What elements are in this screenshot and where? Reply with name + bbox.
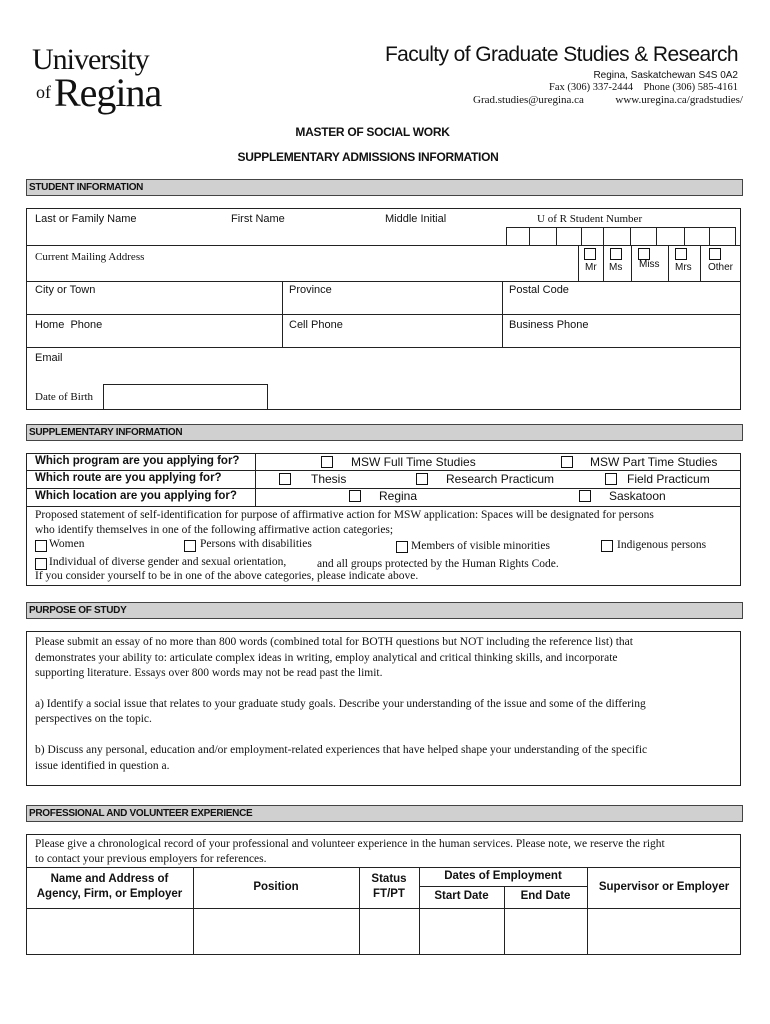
- section-professional-experience: PROFESSIONAL AND VOLUNTEER EXPERIENCE: [26, 805, 743, 822]
- affirmative-statement-line2: who identify themselves in one of the following affirmative action categories;: [35, 524, 394, 536]
- human-rights-note: and all groups protected by the Human Rights Code.: [317, 558, 559, 570]
- faculty-website: www.uregina.ca/gradstudies/: [615, 94, 743, 106]
- disabilities-checkbox[interactable]: [184, 540, 196, 552]
- field-practicum-label: Field Practicum: [627, 472, 710, 486]
- title-miss-label: Miss: [639, 259, 660, 270]
- first-name-label: First Name: [231, 213, 285, 225]
- saskatoon-label: Saskatoon: [609, 489, 666, 503]
- purpose-intro-line1: Please submit an essay of no more than 800 words (combined total for BOTH questions but NOT including the reference list) that: [35, 636, 633, 648]
- saskatoon-checkbox[interactable]: [579, 490, 591, 502]
- purpose-intro-line2: demonstrates your ability to: articulate complex ideas in writing, employ analytical and critical thinking skills, and incorporate: [35, 652, 618, 664]
- purpose-question-a-line1: a) Identify a social issue that relates to your graduate study goals. Describe your understanding of the issue and some of the differing: [35, 698, 646, 710]
- postal-code-label: Postal Code: [509, 284, 569, 296]
- minorities-label: Members of visible minorities: [411, 540, 550, 552]
- research-practicum-checkbox[interactable]: [416, 473, 428, 485]
- form-subtitle: SUPPLEMENTARY ADMISSIONS INFORMATION: [237, 150, 499, 164]
- faculty-email: Grad.studies@uregina.ca: [473, 94, 584, 106]
- title-mrs-label: Mrs: [675, 262, 692, 273]
- part-time-checkbox[interactable]: [561, 456, 573, 468]
- question-location: Which location are you applying for?: [35, 490, 237, 502]
- indigenous-checkbox[interactable]: [601, 540, 613, 552]
- purpose-intro-line3: supporting literature. Essays over 800 words may not be read past the limit.: [35, 667, 383, 679]
- full-time-label: MSW Full Time Studies: [351, 455, 476, 469]
- experience-row-end-cell[interactable]: [505, 909, 587, 954]
- experience-row-supervisor-cell[interactable]: [588, 909, 740, 954]
- experience-row-position-cell[interactable]: [194, 909, 359, 954]
- faculty-address: Regina, Saskatchewan S4S 0A2: [593, 70, 738, 81]
- middle-initial-label: Middle Initial: [385, 213, 447, 225]
- diverse-gender-label: Individual of diverse gender and sexual orientation,: [49, 556, 287, 568]
- research-practicum-label: Research Practicum: [446, 472, 555, 486]
- title-mr-checkbox[interactable]: [584, 248, 596, 260]
- purpose-question-b-line1: b) Discuss any personal, education and/or employment-related experiences that have helped shape your understanding of the specific: [35, 744, 648, 756]
- home-phone-label: Home Phone: [35, 319, 103, 331]
- title-ms-label: Ms: [609, 262, 623, 273]
- column-status: [359, 872, 419, 902]
- purpose-question-b-line2: issue identified in question a.: [35, 760, 170, 772]
- student-number-label: U of R Student Number: [537, 213, 643, 225]
- title-other-label: Other: [708, 262, 734, 273]
- experience-intro-line1: Please give a chronological record of your professional and volunteer experience in the human services. Please note, we reserve the right: [35, 838, 665, 850]
- thesis-label: Thesis: [311, 472, 347, 486]
- dob-field[interactable]: [103, 384, 268, 410]
- logo-line-regina: Regina: [54, 70, 162, 115]
- column-status-line2: FT/PT: [373, 888, 405, 900]
- experience-row-agency-cell[interactable]: [27, 909, 193, 954]
- column-end-date: End Date: [520, 890, 571, 902]
- full-time-checkbox[interactable]: [321, 456, 333, 468]
- faculty-title: Faculty of Graduate Studies & Research: [384, 43, 738, 66]
- experience-row-start-cell[interactable]: [420, 909, 504, 954]
- disabilities-label: Persons with disabilities: [200, 538, 312, 550]
- form-title: MASTER OF SOCIAL WORK: [295, 125, 450, 139]
- city-label: City or Town: [35, 284, 96, 296]
- purpose-question-a-line2: perspectives on the topic.: [35, 713, 152, 725]
- section-supplementary-information: SUPPLEMENTARY INFORMATION: [26, 424, 743, 441]
- thesis-checkbox[interactable]: [279, 473, 291, 485]
- indigenous-label: Indigenous persons: [617, 539, 707, 551]
- title-mrs-checkbox[interactable]: [675, 248, 687, 260]
- column-agency-line1: Name and Address of: [50, 873, 169, 885]
- regina-checkbox[interactable]: [349, 490, 361, 502]
- cell-phone-label: Cell Phone: [289, 319, 343, 331]
- faculty-fax-phone: Fax (306) 337-2444 Phone (306) 585-4161: [549, 82, 738, 93]
- dob-label: Date of Birth: [35, 391, 94, 403]
- column-supervisor: Supervisor or Employer: [598, 881, 730, 893]
- affirmative-statement-line1: Proposed statement of self-identification for purpose of affirmative action for MSW application: Spaces will be designated for persons: [35, 509, 654, 521]
- column-position: Position: [253, 881, 299, 893]
- section-purpose-of-study: PURPOSE OF STUDY: [26, 602, 743, 619]
- logo-of: of: [36, 82, 51, 102]
- minorities-checkbox[interactable]: [396, 541, 408, 553]
- field-practicum-checkbox[interactable]: [605, 473, 617, 485]
- column-dates: Dates of Employment: [444, 870, 562, 882]
- column-agency-line2: Agency, Firm, or Employer: [36, 888, 183, 900]
- question-route: Which route are you applying for?: [35, 472, 222, 484]
- business-phone-label: Business Phone: [509, 319, 589, 331]
- logo-line-university: University: [32, 43, 149, 76]
- title-other-checkbox[interactable]: [709, 248, 721, 260]
- last-name-label: Last or Family Name: [35, 213, 137, 225]
- province-label: Province: [289, 284, 332, 296]
- question-program: Which program are you applying for?: [35, 455, 240, 467]
- regina-label: Regina: [379, 489, 418, 503]
- title-mr-label: Mr: [585, 262, 597, 273]
- title-ms-checkbox[interactable]: [610, 248, 622, 260]
- column-start-date: Start Date: [434, 890, 489, 902]
- section-student-information: STUDENT INFORMATION: [26, 179, 743, 196]
- experience-row-status-cell[interactable]: [360, 909, 419, 954]
- experience-intro-line2: to contact your previous employers for references.: [35, 853, 267, 865]
- part-time-label: MSW Part Time Studies: [590, 455, 718, 469]
- women-checkbox[interactable]: [35, 540, 47, 552]
- column-status-line1: Status: [371, 873, 407, 885]
- affirmative-instruction: If you consider yourself to be in one of the above categories, please indicate above.: [35, 570, 419, 582]
- women-label: Women: [49, 538, 85, 550]
- email-label: Email: [35, 352, 63, 364]
- column-agency: [26, 872, 193, 902]
- mailing-address-label: Current Mailing Address: [35, 251, 145, 263]
